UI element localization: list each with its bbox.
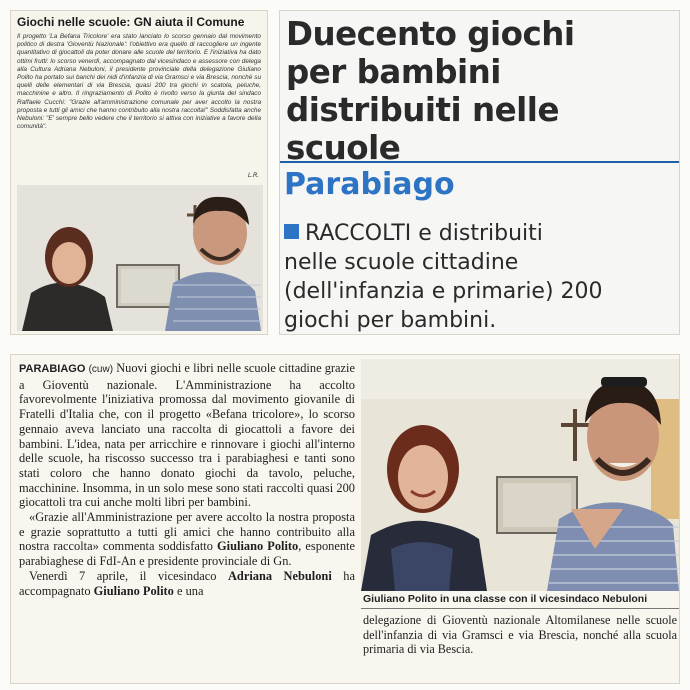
summary-line: nelle scuole cittadine — [284, 250, 519, 275]
section-title: Parabiago — [284, 167, 455, 202]
headline-line: distribuiti nelle scuole — [286, 91, 559, 167]
bullet-square-icon — [284, 224, 299, 239]
paragraph-text: ha accompagnato — [19, 568, 355, 598]
dateline: PARABIAGO — [19, 363, 86, 375]
photo-illustration — [17, 185, 263, 331]
caption-divider — [361, 608, 679, 609]
paragraph-text: Venerdì 7 aprile, il vicesindaco — [29, 568, 217, 583]
summary-line: (dell'infanzia e primarie) 200 — [284, 279, 603, 304]
headline — [286, 15, 679, 167]
article-paragraph — [19, 361, 355, 510]
article-column-left — [19, 361, 355, 598]
person-name: Adriana Nebuloni — [227, 568, 332, 583]
headline-line: per bambini — [286, 53, 501, 91]
article-photo — [361, 359, 679, 591]
article-photo — [17, 185, 263, 331]
agency-tag: (cuw) — [88, 364, 114, 375]
paragraph-text: , esponente parabiaghese di FdI-An e presidente provinciale di Gn. — [19, 539, 355, 569]
article-column-right: delegazione di Gioventù nazionale Altomilanese nelle scuole dell'infanzia di via Gramsci e via Brescia, nonché alla scuola primaria di via Bescia. — [363, 613, 677, 657]
person-name: Giuliano Polito — [93, 583, 174, 598]
article-clip-headline — [279, 10, 680, 335]
summary-lead: RACCOLTI — [305, 221, 412, 246]
summary-line: e distribuiti — [411, 221, 543, 246]
summary-line: giochi per bambini. — [284, 308, 497, 333]
person-name: Giuliano Polito — [217, 539, 299, 554]
clip-headline: Giochi nelle scuole: GN aiuta il Comune — [17, 15, 245, 29]
section-banner — [280, 161, 679, 207]
photo-caption: Giuliano Polito in una classe con il vicesindaco Nebuloni — [363, 593, 648, 605]
article-paragraph — [19, 510, 355, 569]
article-clip-small — [10, 10, 268, 335]
author-signature: L.R. — [247, 173, 259, 179]
paragraph-text: «Grazie all'Amministrazione per avere accolto la nostra proposta e grazie soprattutto a tutti gli amici che hanno contribuito alla nostra raccolta» commenta soddisfatto — [19, 510, 355, 554]
summary — [284, 219, 603, 335]
paragraph-text: Nuovi giochi e libri nelle scuole cittadine grazie a Gioventù nazionale. L'Amministrazione ha accolto favorevolmente l'iniziativa promossa dal movimento giovanile di Fratelli d'Italia che, con il progetto «Befana tricolore», lo scorso gennaio aveva lanciato una raccolta di giocattoli a favore dei bambini. L'idea, nata per arricchire e rinnovare i giochi all'interno delle scuole, ha riscosso successo tra i parabiaghesi e tanti sono stati coloro che hanno donato giochi da tavolo, peluche, macchinine. Insomma, in un solo mese sono stati raccolti quasi 200 giocattoli tra cui anche molti libri per bambini. — [19, 361, 355, 510]
photo-illustration — [361, 359, 679, 591]
article-paragraph — [19, 569, 355, 598]
paragraph-text: e una — [177, 583, 204, 598]
article-clip-main — [10, 354, 680, 684]
clip-body-text: Il progetto 'La Befana Tricolore' era stato lanciato lo scorso gennaio dal movimento politico di destra 'Gioventù Nazionale': l'obiettivo era quello di raccogliere un ingente quantitativo di giocattoli da poter donare alle scuole del territorio. E l'iniziativa ha dato ottimi frutti: lo scorso venerdì, accompagnato dal vicesindaco e assessore con delega alla Cultura Adriana Nebuloni, il presidente provinciale della delegazione Giuliano Polito ha portato sui banchi dei nidi d'infanzia di via Gramsci e via Brescia, nonché su quelli delle elementari di via Brescia, quasi 200 tra giochi in scatola, peluche, macchinine e altro. Il ringraziamento di Polito è rivolto verso la giunta del sindaco Raffaele Cucchi: "Grazie all'amministrazione comunale per aver accolto la nostra proposta e tutti gli amici che hanno contribuito alla nostra raccolta!" Soddisfatta anche Nebuloni: "E' sempre bello vedere che il territorio si attiva con iniziative a favore della comunità". — [17, 33, 261, 131]
headline-line: Duecento giochi — [286, 15, 575, 53]
